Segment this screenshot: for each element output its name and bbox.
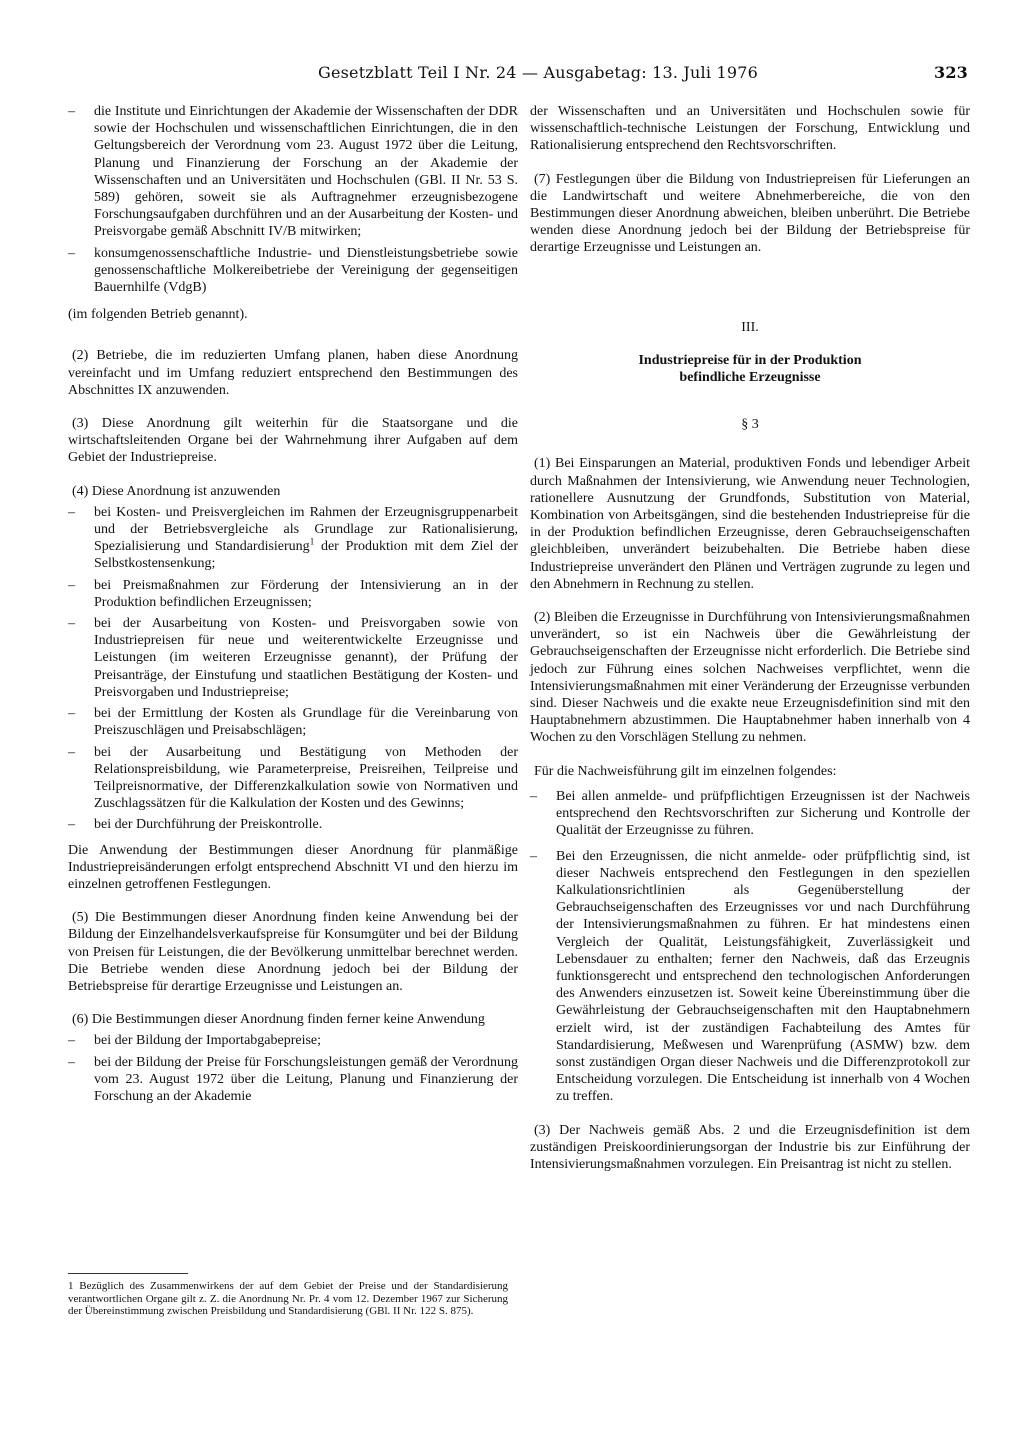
dash-bullet: –: [530, 848, 537, 864]
list-item: [530, 788, 970, 840]
dash-bullet: –: [68, 1033, 75, 1049]
section-title: [530, 352, 970, 386]
list-item-text: Bei den Erzeugnissen, die nicht anmelde- oder prüfpflichtig sind, ist dieser Nachweis entsprechend den Festlegungen in den speziellen Kalkulationsrichtlinien als Gegenüberstellung der Gebrauchseigenschaften des Erzeugnisses vor und nach Durchführung der Intensivierungsmaßnahmen zu führen. Er hat mindestens einen Vergleich der Qualität, Leistungsfähigkeit, Zuverlässigkeit und Lebensdauer zu enthalten; ferner den Nachweis, daß das Erzeugnis funktionsgerecht und entsprechend den technologischen Anforderungen des Anwenders einzusetzen ist. Soweit keine Übereinstimmung über die Gewährleistung der Gebrauchseigenschaften mit den Hauptabnehmern erzielt wird, ist der zuständigen Fachabteilung des Amtes für Standardisierung, Meßwesen und Warenprüfung (ASMW) bzw. dem sonst zuständigen Organ dieser Nachweis und die Differenzprotokoll zur Entscheidung vorzulegen. Die Entscheidung ist innerhalb von 4 Wochen zu treffen.: [556, 848, 970, 1105]
paragraph-7: (7) Festlegungen über die Bildung von Industriepreisen für Lieferungen an die Landwirtschaft und weitere Abnehmerbereiche, die von den Bestimmungen dieser Anordnung abweichen, bleiben unberührt. Die Betriebe wenden diese Anordnung jedoch bei der Bildung der Betriebspreise für derartige Erzeugnisse und Leistungen an.: [530, 171, 970, 256]
list-item: [68, 245, 518, 297]
dash-bullet: –: [68, 104, 75, 119]
section-paragraph-2: (2) Bleiben die Erzeugnisse in Durchführung von Intensivierungsmaßnahmen unverändert, so ist ein Nachweis über die Gewährleistung der Gebrauchseigenschaften der Erzeugnisse nicht erforderlich. Die Betriebe sind jedoch zur Führung eines solchen Nachweises verpflichtet, wenn die Intensivierungsmaßnahmen mit einer Veränderung der Erzeugnisse verbunden sind. Dieser Nachweis und die exakte neue Erzeugnisdefinition sind mit den Hauptabnehmern abzustimmen. Die Hauptabnehmer haben innerhalb von 4 Wochen zu den Vorschlägen Stellung zu nehmen.: [530, 610, 970, 746]
list-item: [68, 1032, 518, 1049]
dash-bullet: –: [68, 817, 75, 833]
list-item: [68, 1054, 518, 1106]
paragraph-genannt: (im folgenden Betrieb genannt).: [68, 307, 248, 323]
right-column: [530, 103, 970, 1189]
dash-bullet: –: [68, 577, 75, 593]
footnote: 1 Bezüglich des Zusammenwirkens der auf dem Gebiet der Preise und der Standardisierung verantwortlichen Organe gilt z. Z. die Anordnung Nr. Pr. 4 vom 12. Dezember 1967 zur Sicherung der Übereinstimmung zwischen Preisbildung und Standardisierung (GBl. II Nr. 122 S. 875).: [68, 1280, 508, 1318]
page-header: [318, 63, 968, 85]
section-paragraph-3: (3) Der Nachweis gemäß Abs. 2 und die Erzeugnisdefinition ist dem zuständigen Preiskoordinierungsorgan der Industrie bis zur Einführung der Intensivierungsmaßnahmen vorzulegen. Ein Preisantrag ist nicht zu stellen.: [530, 1122, 970, 1172]
list-item: [68, 103, 518, 241]
paragraph-6: (6) Die Bestimmungen dieser Anordnung finden ferner keine Anwendung: [72, 1012, 485, 1028]
list-item: [530, 848, 970, 1106]
list-item-text: bei der Ausarbeitung von Kosten- und Preisvorgaben sowie von Industriepreisen für neue und weiterentwickelte Erzeugnisse und Leistungen (im weiteren Erzeugnisse genannt), der Prüfung der Preisanträge, der Einstufung und staatlichen Bestätigung der Kosten- und Preisvorgaben und Industriepreise;: [94, 616, 518, 700]
section-title-line-1: Industriepreise für in der Produktion: [638, 352, 862, 368]
list-item-text: bei Kosten- und Preisvergleichen im Rahmen der Erzeugnisgruppenarbeit und der Betriebsvergleiche als Grundlage zur Rationalisierung, Spezialisierung und Standardisierung: [94, 504, 518, 555]
header-title: Gesetzblatt Teil I Nr. 24 — Ausgabetag: 13. Juli 1976: [318, 63, 758, 82]
paragraph-2: (2) Betriebe, die im reduzierten Umfang planen, haben diese Anordnung vereinfacht und im Umfang reduziert entsprechend den Bestimmungen des Abschnittes IX anzuwenden.: [68, 348, 518, 398]
section-paragraph-1: (1) Bei Einsparungen an Material, produktiven Fonds und lebendiger Arbeit durch Maßnahmen der Intensivierung, wie Anwendung neuer Technologien, rationellere Ausnutzung der Grundfonds, Substitution von Material, Kombination von Arbeitsgängen, sind die bestehenden Industriepreise für die in der Produktion befindlichen Erzeugnisse, deren Gebrauchseigenschaften gleichbleiben, unverändert beizubehalten. Die Betriebe haben diese Industriepreise unverändert den Plänen und Verträgen zugrunde zu legen und den Abnehmern in Rechnung zu stellen.: [530, 456, 970, 592]
list-item-text: bei der Durchführung der Preiskontrolle.: [94, 817, 323, 833]
dash-bullet: –: [68, 744, 75, 760]
list-item: [68, 615, 518, 701]
paragraph-4: (4) Diese Anordnung ist anzuwenden: [72, 483, 281, 499]
dash-bullet: –: [68, 1054, 75, 1070]
list-item: [68, 504, 518, 573]
list-item-text-end: der Produktion mit dem Ziel der Selbstkostensenkung;: [94, 539, 518, 572]
footnote-divider: [68, 1273, 188, 1274]
page-number: 323: [934, 63, 968, 82]
list-item-text: Bei allen anmelde- und prüfpflichtigen Erzeugnissen ist der Nachweis entsprechend den Rechtsvorschriften zur Sicherung und Kontrolle der Qualität der Erzeugnisse zu führen.: [556, 788, 970, 839]
paragraph-continuation: der Wissenschaften und an Universitäten und Hochschulen sowie für wissenschaftlich-technische Leistungen der Forschung, Entwicklung und Rationalisierung entsprechend den Rechtsvorschriften.: [530, 104, 970, 154]
list-item-text: konsumgenossenschaftliche Industrie- und Dienstleistungsbetriebe sowie genossenschaftliche Molkereibetriebe der Vereinigung der gegenseitigen Bauernhilfe (VdgB): [94, 245, 518, 296]
section-number: III.: [741, 319, 759, 335]
list-item: [68, 816, 518, 833]
list-item-text: bei der Ermittlung der Kosten als Grundlage für die Vereinbarung von Preiszuschlägen und Preisabschlägen;: [94, 706, 518, 739]
list-item: [68, 744, 518, 813]
list-item-text: bei der Bildung der Preise für Forschungsleistungen gemäß der Verordnung vom 23. August 1972 über die Leitung, Planung und Finanzierung der Forschung an der Akademie: [94, 1054, 518, 1104]
dash-bullet: –: [68, 616, 75, 632]
list-item: [68, 705, 518, 739]
list-item-text: bei Preismaßnahmen zur Förderung der Intensivierung an in der Produktion befindlichen Erzeugnissen;: [94, 577, 518, 610]
paragraph-5: (5) Die Bestimmungen dieser Anordnung finden keine Anwendung bei der Bildung der Einzelhandelsverkaufspreise für Konsumgüter und bei der Bildung von Preisen für Leistungen, die der Bevölkerung unmittelbar berechnet werden. Die Betriebe wenden diese Anordnung jedoch bei der Bildung der Betriebspreise für derartige Erzeugnisse und Leistungen an.: [68, 910, 518, 994]
paragraph-anwendung: Die Anwendung der Bestimmungen dieser Anordnung für planmäßige Industriepreisänderungen erfolgt entsprechend Abschnitt VI und den hierzu im einzelnen getroffenen Festlegungen.: [68, 842, 518, 892]
dash-bullet: –: [530, 788, 537, 804]
left-column: [68, 103, 518, 1109]
list-item-text: bei der Bildung der Importabgabepreise;: [94, 1033, 322, 1049]
dash-bullet: –: [68, 504, 75, 520]
list-item: [68, 577, 518, 611]
dash-bullet: –: [68, 706, 75, 722]
paragraph-3: (3) Diese Anordnung gilt weiterhin für die Staatsorgane und die wirtschaftsleitenden Organe bei der Wahrnehmung ihrer Aufgaben auf dem Gebiet der Industriepreise.: [68, 416, 518, 466]
paragraph-nachweis: Für die Nachweisführung gilt im einzelnen folgendes:: [534, 763, 837, 779]
list-item-text: bei der Ausarbeitung und Bestätigung von Methoden der Relationspreisbildung, wie Parameterpreise, Preisreihen, Teilpreise und Teilpreisnormative, der Differenzkalkulation sowie von Normativen und Zuschlagssätzen für die Kalkulation der Kosten und des Gewinns;: [94, 744, 518, 812]
paragraph-sign: § 3: [741, 417, 759, 433]
section-title-line-2: befindliche Erzeugnisse: [679, 370, 821, 386]
list-item-text: die Institute und Einrichtungen der Akademie der Wissenschaften der DDR sowie der Hochschulen und wissenschaftlichen Einrichtungen, die in den Geltungsbereich der Verordnung vom 23. August 1972 über die Leitung, Planung und Finanzierung der Forschung an der Akademie der Wissenschaften und an Universitäten und Hochschulen (GBl. II Nr. 53 S. 589) gehören, soweit sie als Auftragnehmer erzeugnisbezogene Forschungsaufgaben durchführen und an der Ausarbeitung der Kosten- und Preisvorgabe gemäß Abschnitt IV/B mitwirken;: [94, 104, 518, 240]
dash-bullet: –: [68, 245, 75, 261]
footnote-ref: 1: [309, 536, 315, 547]
